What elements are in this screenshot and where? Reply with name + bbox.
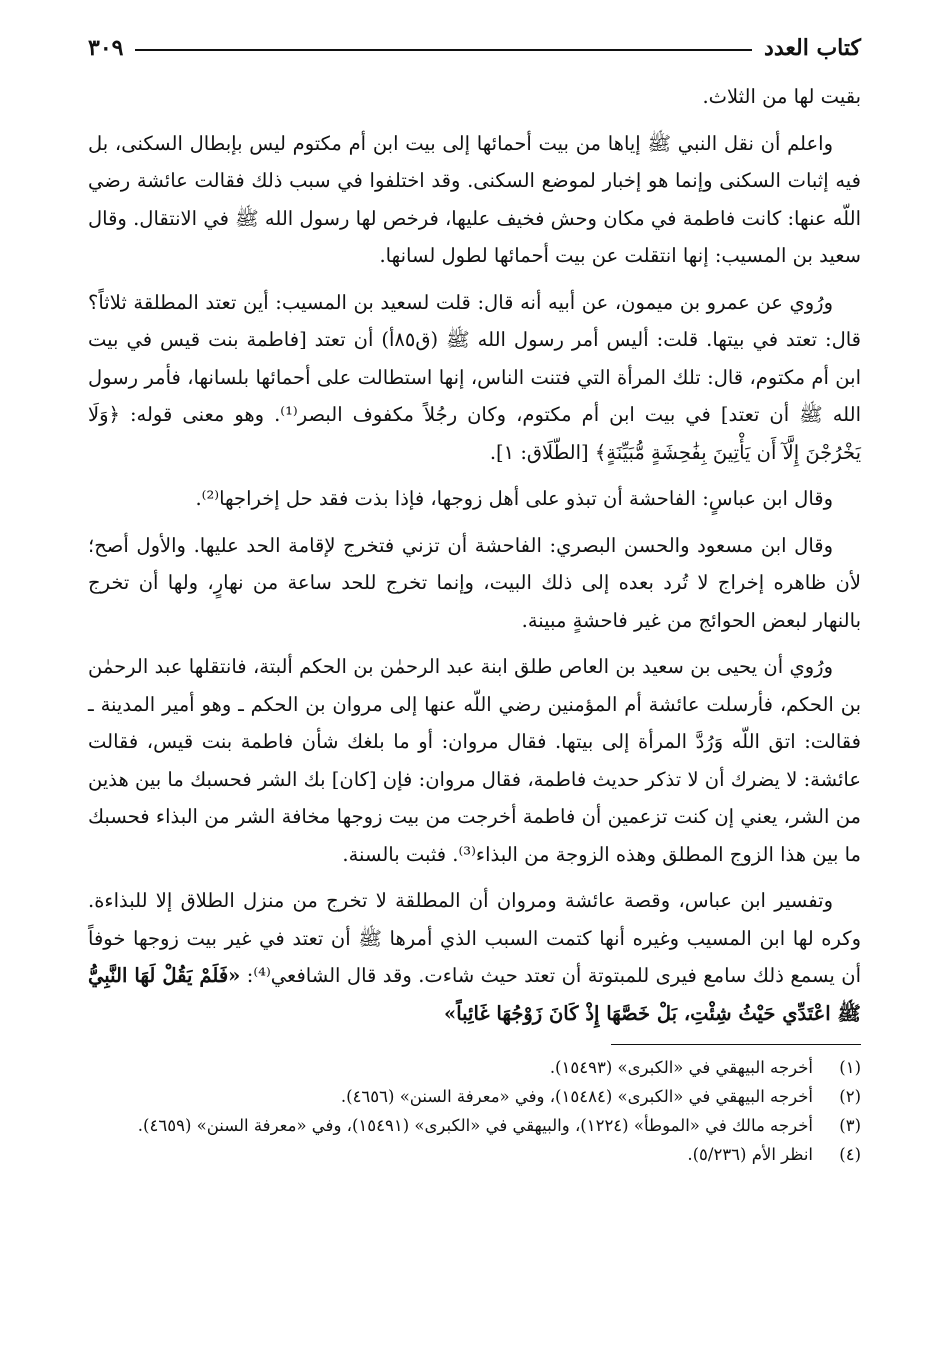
- footnote-number: (٢): [839, 1087, 861, 1106]
- footnote: [88, 1111, 861, 1140]
- page-number: ٣٠٩: [88, 35, 124, 61]
- main-text: [88, 78, 861, 1032]
- footnotes: [88, 1053, 861, 1169]
- footnote-number: (٣): [839, 1116, 861, 1135]
- footnote-text: انظر الأم (٥/٢٣٦).: [687, 1145, 813, 1164]
- paragraph-shafii-quote: [88, 882, 861, 1032]
- paragraph: واعلم أن نقل النبي ﷺ إياها من بيت أحمائها إلى بيت ابن أم مكتوم ليس بإبطال السكنى، بل فيه إثبات السكنى وإنما هو إخبار لموضع السكنى. وقد اختلفوا في سبب ذلك فقالت عائشة رضي اللّه عنها: كانت فاطمة في مكان وحش فخيف عليها، فرخص لها رسول الله ﷺ في الانتقال. وقال سعيد بن المسيب: إنها انتقلت عن بيت أحمائها لطول لسانها.: [88, 131, 861, 267]
- paragraph: وقال ابن عباسٍ: الفاحشة أن تبذو على أهل زوجها، فإذا بذت فقد حل إخراجها⁽²⁾.: [195, 487, 833, 510]
- footnote-text: أخرجه البيهقي في «الكبرى» (١٥٤٨٤)، وفي «معرفة السنن» (٤٦٥٦).: [340, 1087, 813, 1106]
- footnote: [88, 1140, 861, 1169]
- footnote: [88, 1053, 861, 1082]
- footnote-number: (١): [839, 1058, 861, 1077]
- shafii-quote: «فَلَمْ يَقُلْ لَهَا النَّبِيُّ ﷺ اعْتَدِّي حَيْثُ شِئْتِ، بَلْ خَصَّهَا إِذْ كَانَ زَوْجُهَا غَائِباً»: [88, 964, 861, 1025]
- running-head: [88, 28, 861, 68]
- paragraph: وقال ابن مسعود والحسن البصري: الفاحشة أن تزني فتخرج لإقامة الحد عليها. والأول أصح؛ لأن ظاهره إخراج لا تُرد بعده إلى ذلك البيت، وإنما تخرج للحد ساعة من نهارٍ، ولها أن تخرج بالنهار لبعض الحوائج من غير فاحشةٍ مبينة.: [88, 533, 861, 632]
- footnote-number: (٤): [839, 1145, 861, 1164]
- footnote-text: أخرجه مالك في «الموطأ» (١٢٢٤)، والبيهقي في «الكبرى» (١٥٤٩١)، وفي «معرفة السنن» (٤٦٥٩).: [137, 1116, 813, 1135]
- footnote: [88, 1082, 861, 1111]
- book-title: كتاب العدد: [764, 35, 861, 61]
- paragraph-text: وتفسير ابن عباس، وقصة عائشة ومروان أن المطلقة لا تخرج من منزل الطلاق إلا للبذاءة. وكره لها ابن المسيب وغيره أنها كتمت السبب الذي أمرها ﷺ أن تعتد في غير بيت زوجها خوفاً أن يسمع ذلك سامع فيرى للمبتوتة أن تعتد حيث شاءت. وقد قال الشافعي⁽⁴⁾:: [88, 889, 861, 987]
- paragraph: ورُوي عن عمرو بن ميمون، عن أبيه أنه قال: قلت لسعيد بن المسيب: أين تعتد المطلقة ثلاثاً؟ قال: تعتد في بيتها. قلت: أليس أمر رسول الله ﷺ (ق٨٥أ) أن تعتد [فاطمة بنت قيس في بيت ابن أم مكتوم، قال: تلك المرأة التي فتنت الناس، إنها استطالت على أحمائها بلسانها، فأمر رسول الله ﷺ أن تعتد] في بيت ابن أم مكتوم، وكان رجُلاً مكفوف البصر⁽¹⁾. وهو معنى قوله: ﴿وَلَا يَخْرُجْنَ إِلَّآ أَن يَأْتِينَ بِفَٰحِشَةٍ مُّبَيِّنَةٍ﴾ [الطّلَاق: ١].: [88, 290, 861, 464]
- footnote-separator: [611, 1044, 861, 1045]
- paragraph: بقيت لها من الثلاث.: [702, 85, 861, 108]
- header-rule: [135, 49, 752, 51]
- paragraph: ورُوي أن يحيى بن سعيد بن العاص طلق ابنة عبد الرحمٰن بن الحكم ألبتة، فانتقلها عبد الرحمٰن بن الحكم، فأرسلت عائشة أم المؤمنين رضي اللّه عنها إلى مروان بن الحكم ـ وهو أمير المدينة ـ فقالت: اتق اللّه وَرُدَّ المرأة إلى بيتها. فقال مروان: أو ما بلغك شأن فاطمة بنت قيس، فقالت عائشة: لا يضرك أن لا تذكر حديث فاطمة، فقال مروان: فإن [كان] بك الشر فحسبك ما بين هذين من الشر، يعني إن كنت تزعمين أن فاطمة أخرجت من بيت زوجها مخافة الشر من البذاء فحسبك ما بين هذا الزوج المطلق وهذه الزوجة من البذاء⁽³⁾. فثبت بالسنة.: [88, 655, 861, 866]
- footnote-text: أخرجه البيهقي في «الكبرى» (١٥٤٩٣).: [549, 1058, 813, 1077]
